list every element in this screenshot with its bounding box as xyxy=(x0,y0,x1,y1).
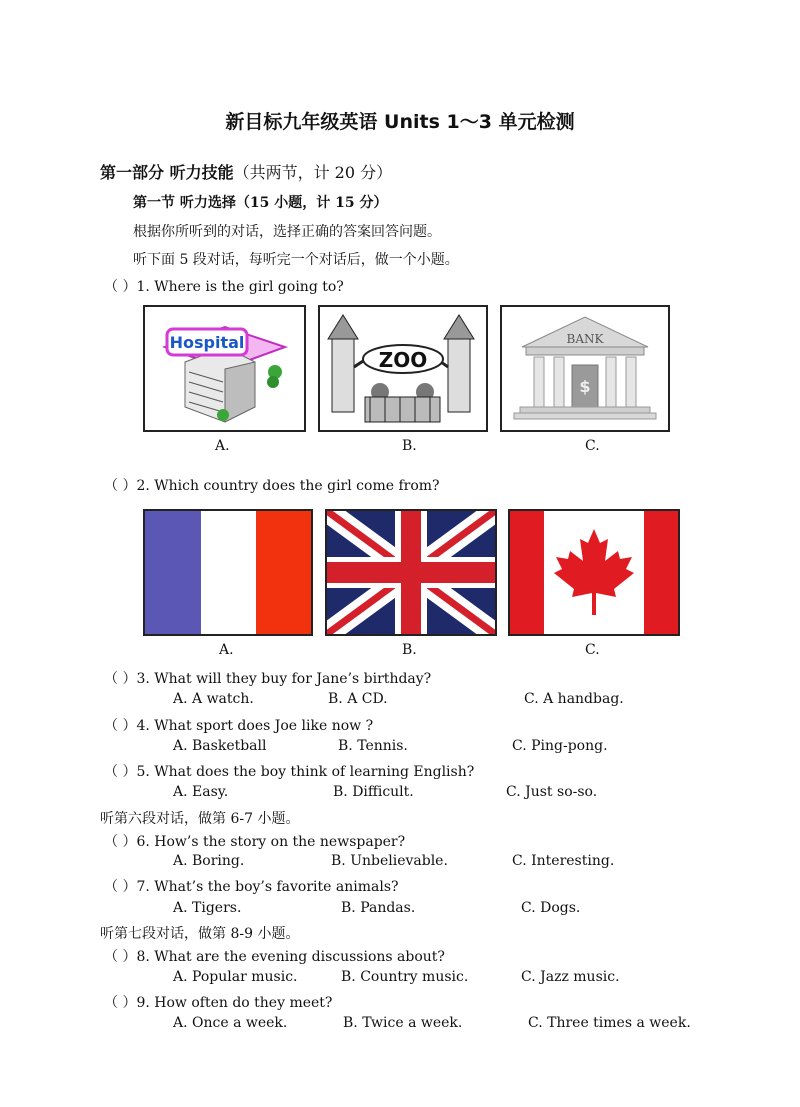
q9-option-b[interactable]: B. Twice a week. xyxy=(343,1015,463,1031)
q8-option-a[interactable]: A. Popular music. xyxy=(173,969,298,985)
section-heading: 第一节 听力选择（15 小题，计 15 分） xyxy=(133,195,388,211)
q8-option-b[interactable]: B. Country music. xyxy=(341,969,469,985)
q2-label-b: B. xyxy=(402,642,417,658)
question-7 xyxy=(104,876,399,896)
question-3 xyxy=(104,668,431,688)
svg-text:$: $ xyxy=(579,377,591,396)
question-text: 1. Where is the girl going to? xyxy=(136,279,344,295)
answer-blank[interactable]: （ ） xyxy=(104,995,137,1011)
q5-option-b[interactable]: B. Difficult. xyxy=(333,784,414,800)
question-text: 2. Which country does the girl come from? xyxy=(136,478,440,494)
q9-option-a[interactable]: A. Once a week. xyxy=(173,1015,288,1031)
q4-option-a[interactable]: A. Basketball xyxy=(173,738,267,754)
q9-option-c[interactable]: C. Three times a week. xyxy=(528,1015,691,1031)
canada-flag xyxy=(508,509,680,636)
answer-blank[interactable]: （ ） xyxy=(104,279,137,295)
q6-option-c[interactable]: C. Interesting. xyxy=(512,853,615,869)
q3-option-a[interactable]: A. A watch. xyxy=(173,691,254,707)
answer-blank[interactable]: （ ） xyxy=(104,879,137,895)
question-text: 9. How often do they meet? xyxy=(136,995,333,1011)
q3-option-b[interactable]: B. A CD. xyxy=(328,691,388,707)
part-heading xyxy=(100,160,392,183)
dialog-6-instruction: 听第六段对话，做第 6-7 小题。 xyxy=(100,811,300,827)
q4-option-b[interactable]: B. Tennis. xyxy=(338,738,408,754)
q3-option-c[interactable]: C. A handbag. xyxy=(524,691,624,707)
question-text: 6. How’s the story on the newspaper? xyxy=(136,834,406,850)
question-text: 7. What’s the boy’s favorite animals? xyxy=(136,879,399,895)
question-text: 8. What are the evening discussions about? xyxy=(136,949,445,965)
dialog-7-instruction: 听第七段对话，做第 8-9 小题。 xyxy=(100,926,300,942)
q8-option-c[interactable]: C. Jazz music. xyxy=(521,969,620,985)
uk-flag xyxy=(325,509,497,636)
q7-option-c[interactable]: C. Dogs. xyxy=(521,900,581,916)
q1-label-a: A. xyxy=(215,438,230,454)
answer-blank[interactable]: （ ） xyxy=(104,671,137,687)
part-title: 第一部分 听力技能 xyxy=(100,163,234,182)
q1-label-b: B. xyxy=(402,438,417,454)
q6-option-b[interactable]: B. Unbelievable. xyxy=(331,853,448,869)
answer-blank[interactable]: （ ） xyxy=(104,718,137,734)
question-2 xyxy=(104,475,440,495)
bank-sign: BANK xyxy=(566,332,604,346)
hospital-image xyxy=(143,305,306,432)
question-1 xyxy=(104,276,344,296)
question-4 xyxy=(104,715,373,735)
answer-blank[interactable]: （ ） xyxy=(104,764,137,780)
answer-blank[interactable]: （ ） xyxy=(104,949,137,965)
q2-label-c: C. xyxy=(585,642,600,658)
question-6 xyxy=(104,831,405,851)
question-8 xyxy=(104,946,445,966)
q1-label-c: C. xyxy=(585,438,600,454)
q5-option-c[interactable]: C. Just so-so. xyxy=(506,784,598,800)
instruction-2: 听下面 5 段对话，每听完一个对话后，做一个小题。 xyxy=(133,252,459,268)
hospital-sign: Hospital xyxy=(169,333,245,352)
instruction-1: 根据你所听到的对话，选择正确的答案回答问题。 xyxy=(133,224,441,240)
q7-option-b[interactable]: B. Pandas. xyxy=(341,900,416,916)
question-text: 5. What does the boy think of learning English? xyxy=(136,764,475,780)
q2-label-a: A. xyxy=(219,642,234,658)
question-9 xyxy=(104,992,332,1012)
answer-blank[interactable]: （ ） xyxy=(104,834,137,850)
q4-option-c[interactable]: C. Ping-pong. xyxy=(512,738,608,754)
question-5 xyxy=(104,761,474,781)
q6-option-a[interactable]: A. Boring. xyxy=(173,853,245,869)
q7-option-a[interactable]: A. Tigers. xyxy=(173,900,242,916)
question-text: 3. What will they buy for Jane’s birthday? xyxy=(136,671,432,687)
question-text: 4. What sport does Joe like now ? xyxy=(136,718,374,734)
bank-image xyxy=(500,305,670,432)
answer-blank[interactable]: （ ） xyxy=(104,478,137,494)
france-flag xyxy=(143,509,313,636)
page-title: 新目标九年级英语 Units 1～3 单元检测 xyxy=(225,111,575,133)
part-note: （共两节，计 20 分） xyxy=(233,163,393,182)
q5-option-a[interactable]: A. Easy. xyxy=(173,784,229,800)
zoo-sign: ZOO xyxy=(378,348,428,372)
zoo-image xyxy=(318,305,488,432)
